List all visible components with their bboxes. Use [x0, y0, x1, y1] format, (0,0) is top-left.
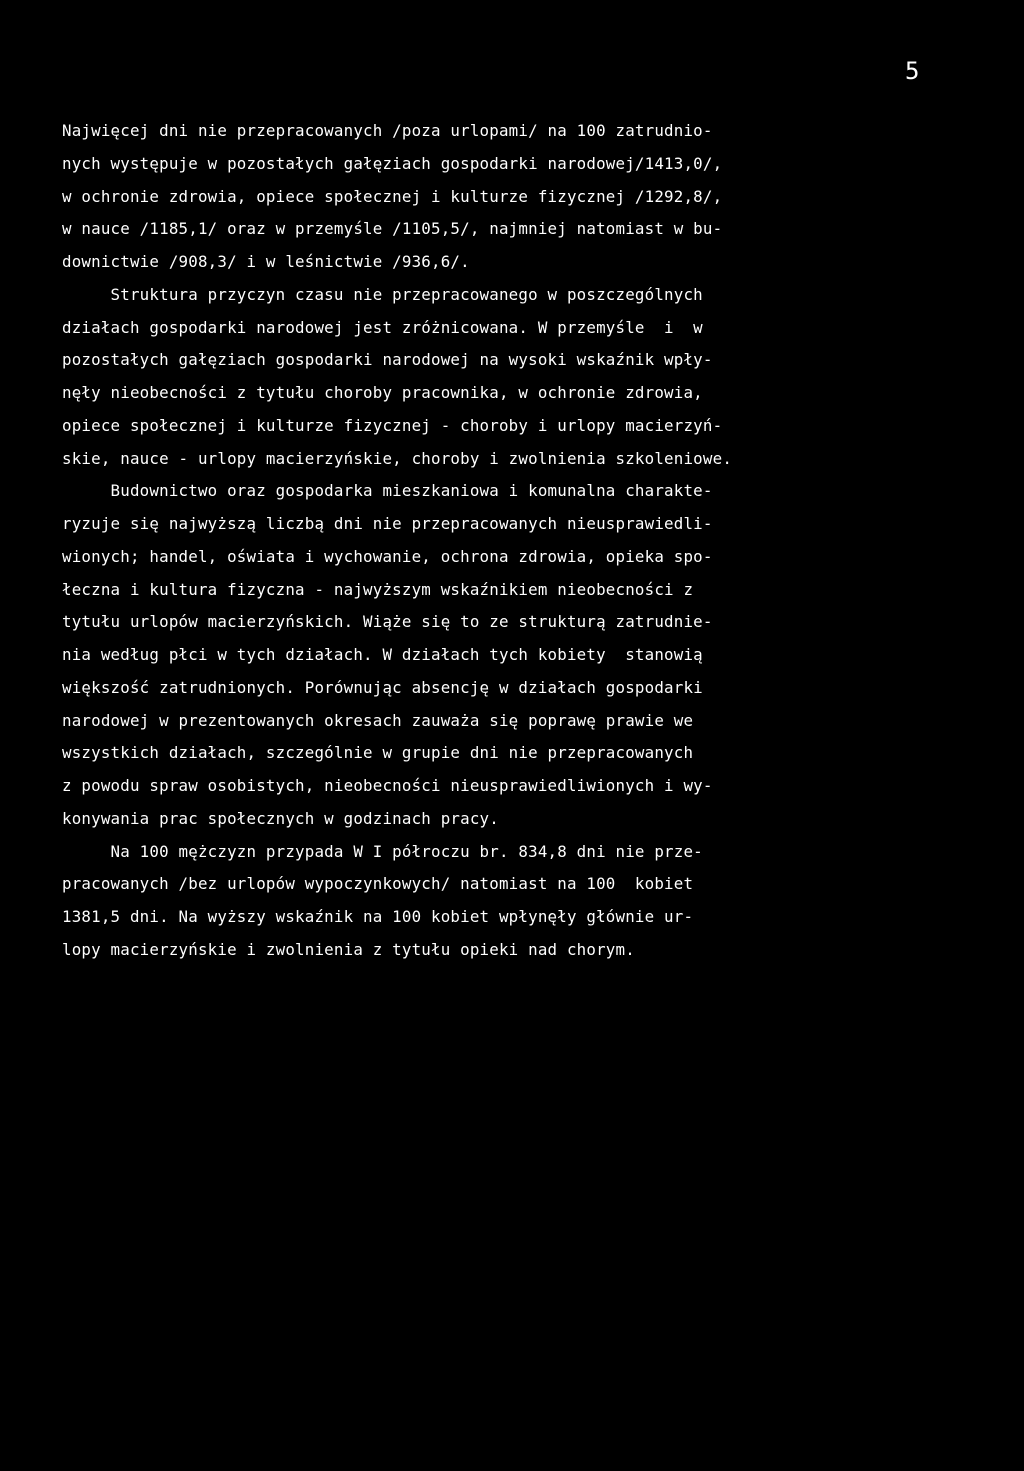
text-line: pracowanych /bez urlopów wypoczynkowych/ natomiast na 100 kobiet — [62, 874, 694, 894]
text-line: Najwięcej dni nie przepracowanych /poza urlopami/ na 100 zatrudnio- — [62, 121, 713, 140]
text-line: większość zatrudnionych. Porównując absencję w działach gospodarki — [62, 677, 703, 697]
text-line: skie, nauce - urlopy macierzyńskie, choroby i zwolnienia szkoleniowe. — [62, 448, 733, 468]
text-line: wionych; handel, oświata i wychowanie, ochrona zdrowia, opieka spo- — [62, 546, 713, 566]
text-line: Na 100 mężczyzn przypada W I półroczu br. 834,8 dni nie prze- — [62, 841, 703, 861]
text-line: działach gospodarki narodowej jest zróżnicowana. W przemyśle i w — [62, 317, 703, 337]
text-line: narodowej w prezentowanych okresach zauważa się poprawę prawie we — [62, 710, 694, 730]
text-line: opiece społecznej i kulturze fizycznej - choroby i urlopy macierzyń- — [62, 415, 723, 435]
text-line: 1381,5 dni. Na wyższy wskaźnik na 100 kobiet wpłynęły głównie ur- — [62, 907, 694, 926]
text-line: Struktura przyczyn czasu nie przepracowanego w poszczególnych — [62, 284, 703, 304]
text-line: Budownictwo oraz gospodarka mieszkaniowa i komunalna charakte- — [62, 481, 713, 501]
text-line: konywania prac społecznych w godzinach pracy. — [62, 808, 499, 828]
text-line: z powodu spraw osobistych, nieobecności nieusprawiedliwionych i wy- — [62, 776, 713, 795]
text-line: downictwie /908,3/ i w leśnictwie /936,6/. — [62, 252, 470, 271]
text-line: lopy macierzyńskie i zwolnienia z tytułu opieki nad chorym. — [62, 939, 635, 959]
text-line: tytułu urlopów macierzyńskich. Wiąże się to ze strukturą zatrudnie- — [62, 612, 713, 632]
text-line: wszystkich działach, szczególnie w grupie dni nie przepracowanych — [62, 743, 694, 763]
text-line: nęły nieobecności z tytułu choroby pracownika, w ochronie zdrowia, — [62, 383, 703, 402]
text-line: ryzuje się najwyższą liczbą dni nie przepracowanych nieusprawiedli- — [62, 514, 713, 533]
text-line: nych występuje w pozostałych gałęziach gospodarki narodowej/1413,0/, — [62, 153, 723, 173]
text-line: nia według płci w tych działach. W działach tych kobiety stanowią — [62, 645, 703, 664]
text-line: w nauce /1185,1/ oraz w przemyśle /1105,5/, najmniej natomiast w bu- — [62, 219, 723, 239]
text-line: łeczna i kultura fizyczna - najwyższym wskaźnikiem nieobecności z — [62, 579, 694, 599]
page-number: 5 — [905, 57, 920, 85]
text-line: w ochronie zdrowia, opiece społecznej i kulturze fizycznej /1292,8/, — [62, 186, 723, 206]
body-text — [62, 115, 962, 967]
text-line: pozostałych gałęziach gospodarki narodowej na wysoki wskaźnik wpły- — [62, 350, 713, 370]
